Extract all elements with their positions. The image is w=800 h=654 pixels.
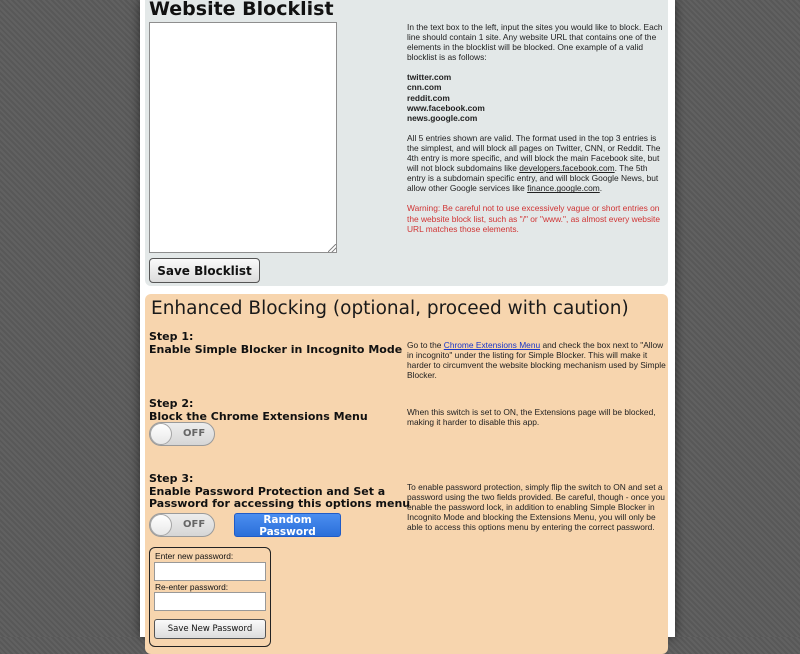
options-page — [140, 0, 675, 637]
explain-text: All 5 entries shown are valid. The format used in the top 3 entries is the simplest, and will block all pages on Twitter, CNN, or Reddit. The 4th entry is more specific, and will block the main Facebook site, but will not block subdomains like — [407, 132, 661, 174]
step3-heading — [149, 473, 410, 511]
save-blocklist-button[interactable]: Save Blocklist — [149, 258, 260, 283]
step3-description: To enable password protection, simply flip the switch to ON and set a password using the two fields provided. Be careful, though - once you enable the password lock, in addition to enabling Simple Blocker in Incognito Mode and blocking the Extensions Menu, you will only be able to access this options menu by entering the correct password. — [407, 482, 665, 533]
step2-description: When this switch is set to ON, the Extensions page will be blocked, making it harder to disable this app. — [407, 407, 656, 428]
enhanced-title: Enhanced Blocking (optional, proceed with caution) — [151, 298, 629, 319]
step3-label: Step 3: — [149, 472, 194, 485]
help-explanation — [407, 133, 665, 194]
step1-desc-text: and check the box next to "Allow in incognito" under the listing for Simple Blocker. This will make it harder to circumvent the website blocking mechanism used by Simple Blocker. — [407, 340, 666, 381]
example-entry: reddit.com — [407, 92, 450, 103]
example-entry: www.facebook.com — [407, 102, 485, 113]
step3-title-line2: Password for accessing this options menu — [149, 497, 411, 510]
step1-label: Step 1: — [149, 330, 194, 343]
warning-text: Warning: Be careful not to use excessively vague or short entries on the website block list, such as "/" or "www.", as almost every website URL matches those elements. — [407, 203, 660, 234]
step1-desc-text: Go to the — [407, 340, 444, 350]
step3-title-line1: Enable Password Protection and Set a — [149, 484, 386, 498]
save-new-password-button[interactable]: Save New Password — [154, 619, 266, 639]
toggle-knob — [150, 514, 172, 536]
step1-heading — [149, 331, 402, 356]
reenter-password-input[interactable] — [154, 592, 266, 611]
blocklist-title: Website Blocklist — [149, 0, 334, 20]
new-password-label: Enter new password: — [155, 551, 234, 561]
step2-title: Block the Chrome Extensions Menu — [149, 409, 368, 423]
enhanced-blocking-section — [145, 294, 668, 654]
explain-text: . The 5th entry is a subdomain specific entry, and will block Google News, but allow other Google services like — [407, 163, 659, 194]
finance-google-link[interactable]: finance.google.com — [527, 183, 600, 194]
example-list — [407, 72, 665, 122]
chrome-extensions-menu-link[interactable]: Chrome Extensions Menu — [443, 340, 541, 350]
blocklist-section — [145, 0, 668, 286]
blocklist-textarea[interactable] — [149, 22, 337, 253]
step1-description — [407, 340, 667, 380]
toggle-state-label: OFF — [183, 519, 206, 530]
blocklist-help — [407, 22, 665, 244]
developers-facebook-link[interactable]: developers.facebook.com — [519, 163, 615, 174]
new-password-input[interactable] — [154, 562, 266, 581]
example-entry: news.google.com — [407, 112, 478, 123]
random-password-button[interactable]: Random Password — [234, 513, 341, 537]
example-entry: twitter.com — [407, 72, 452, 83]
step1-title: Enable Simple Blocker in Incognito Mode — [149, 342, 403, 356]
resize-grip-icon[interactable] — [328, 244, 336, 252]
explain-text: . — [599, 183, 603, 194]
toggle-knob — [150, 423, 172, 445]
step2-label: Step 2: — [149, 397, 194, 410]
password-protection-toggle[interactable] — [149, 513, 215, 537]
block-extensions-toggle[interactable] — [149, 422, 215, 446]
help-intro: In the text box to the left, input the sites you would like to block. Each line should contain 1 site. Any website URL that contains one of the elements in the blocklist will be blocked. One example of a valid blocklist is as follows: — [407, 22, 663, 63]
step2-heading — [149, 398, 368, 423]
reenter-password-label: Re-enter password: — [155, 582, 229, 592]
toggle-state-label: OFF — [183, 428, 206, 439]
password-form — [149, 547, 271, 647]
example-entry: cnn.com — [407, 82, 442, 93]
